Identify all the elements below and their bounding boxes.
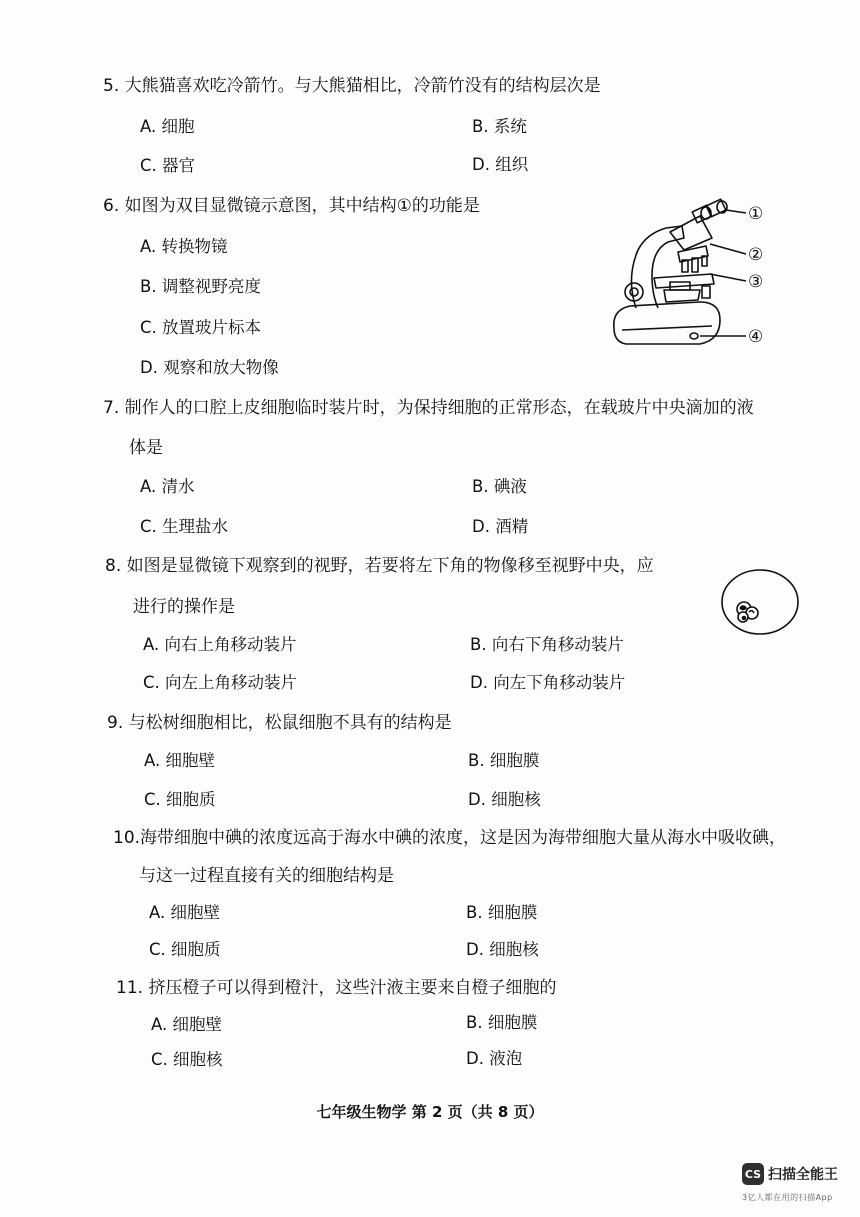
q9-option-d: D. 细胞核 xyxy=(468,790,541,809)
camscanner-name: 扫描全能王 xyxy=(768,1167,838,1183)
microscope-figure xyxy=(608,198,788,358)
camscanner-logo: CS xyxy=(742,1163,764,1185)
figure-label-2: ② xyxy=(748,245,764,265)
q5-option-a: A. 细胞 xyxy=(140,117,195,136)
q6-option-d: D. 观察和放大物像 xyxy=(140,358,279,377)
question-11-stem: 11. 挤压橙子可以得到橙汁，这些汁液主要来自橙子细胞的 xyxy=(116,978,557,998)
q8-option-b: B. 向右下角移动装片 xyxy=(470,635,624,654)
q11-option-d: D. 液泡 xyxy=(466,1049,523,1068)
q5-option-b: B. 系统 xyxy=(472,117,527,136)
field-of-view-figure xyxy=(718,566,802,638)
q7-option-b: B. 碘液 xyxy=(472,477,527,496)
q9-option-a: A. 细胞壁 xyxy=(144,751,215,770)
question-7-stem: 7. 制作人的口腔上皮细胞临时装片时，为保持细胞的正常形态，在载玻片中央滴加的液 xyxy=(103,398,754,418)
q5-option-d: D. 组织 xyxy=(472,155,529,174)
q10-option-b: B. 细胞膜 xyxy=(466,903,538,922)
question-8-stem-continued: 进行的操作是 xyxy=(133,597,235,617)
q6-option-c: C. 放置玻片标本 xyxy=(140,318,262,337)
figure-label-3: ③ xyxy=(748,272,764,292)
q10-option-c: C. 细胞质 xyxy=(149,940,221,959)
specimen-image xyxy=(737,602,758,622)
question-5-stem: 5. 大熊猫喜欢吃冷箭竹。与大熊猫相比，冷箭竹没有的结构层次是 xyxy=(103,76,601,96)
q8-option-a: A. 向右上角移动装片 xyxy=(143,635,297,654)
q11-option-c: C. 细胞核 xyxy=(151,1050,223,1069)
q10-option-d: D. 细胞核 xyxy=(466,940,539,959)
q7-option-a: A. 清水 xyxy=(140,477,195,496)
question-9-stem: 9. 与松树细胞相比，松鼠细胞不具有的结构是 xyxy=(107,713,452,733)
q9-option-b: B. 细胞膜 xyxy=(468,751,540,770)
question-7-stem-continued: 体是 xyxy=(129,438,163,458)
q7-option-d: D. 酒精 xyxy=(472,517,529,536)
camscanner-tagline: 3亿人都在用的扫描App xyxy=(742,1193,833,1202)
figure-label-4: ④ xyxy=(748,327,764,347)
q8-option-c: C. 向左上角移动装片 xyxy=(143,673,298,692)
question-6-stem: 6. 如图为双目显微镜示意图，其中结构①的功能是 xyxy=(103,196,480,216)
question-10-stem-continued: 与这一过程直接有关的细胞结构是 xyxy=(139,866,394,886)
q8-option-d: D. 向左下角移动装片 xyxy=(470,673,626,692)
q7-option-c: C. 生理盐水 xyxy=(140,517,229,536)
q10-option-a: A. 细胞壁 xyxy=(149,903,220,922)
page-footer: 七年级生物学 第 2 页（共 8 页） xyxy=(316,1103,544,1121)
q6-option-a: A. 转换物镜 xyxy=(140,237,228,256)
q11-option-b: B. 细胞膜 xyxy=(466,1013,538,1032)
q11-option-a: A. 细胞壁 xyxy=(151,1015,222,1034)
q6-option-b: B. 调整视野亮度 xyxy=(140,277,261,296)
q9-option-c: C. 细胞质 xyxy=(144,790,216,809)
figure-label-1: ① xyxy=(748,204,764,224)
q5-option-c: C. 器官 xyxy=(140,156,196,175)
question-10-stem: 10.海带细胞中碘的浓度远高于海水中碘的浓度，这是因为海带细胞大量从海水中吸收碘， xyxy=(113,828,787,848)
question-8-stem: 8. 如图是显微镜下观察到的视野，若要将左下角的物像移至视野中央，应 xyxy=(105,556,654,576)
